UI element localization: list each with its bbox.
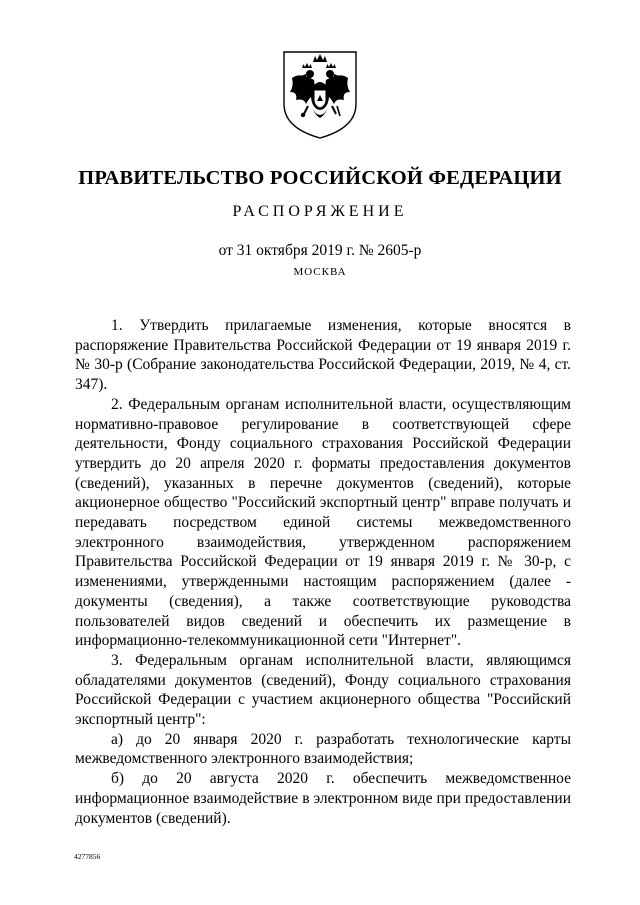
paragraph-2: 2. Федеральным органам исполнительной власти, осуществляющим нормативно-правовое регулирование в соответствующей сфере деятельности, Фонду социального страхования Российской Федерации утвердить до 20 апреля 2020 г. форматы предоставления документов (сведений), указанных в перечне документов (сведений), которые акционерное общество "Российский экспортный центр" вправе получать и передавать посредством единой системы межведомственного электронного взаимодействия, утвержденном распоряжением Правительства Российской Федерации от 19 января 2019 г. № 30-р, с изменениями, утвержденными настоящим распоряжением (далее - документы (сведения), а также соответствующие руководства пользователей видов сведений и обеспечить их размещение в информационно-телекоммуникационной сети "Интернет". (75, 395, 571, 650)
paragraph-1: 1. Утвердить прилагаемые изменения, которые вносятся в распоряжение Правительства Российской Федерации от 19 января 2019 г. № 30-р (Собрание законодательства Российской Федерации, 2019, № 4, ст. 347). (75, 317, 571, 394)
date-and-number: от 31 октября 2019 г. № 2605-р (218, 242, 422, 259)
paragraph-3a: а) до 20 января 2020 г. разработать технологические карты межведомственного электронного взаимодействия; (75, 730, 571, 768)
coat-of-arms-icon (272, 46, 368, 142)
city-label: МОСКВА (293, 266, 347, 278)
document-code: 4277856 (74, 852, 101, 861)
document-body (75, 316, 571, 828)
document-type: РАСПОРЯЖЕНИЕ (232, 203, 408, 220)
organization-title: ПРАВИТЕЛЬСТВО РОССИЙСКОЙ ФЕДЕРАЦИИ (78, 167, 562, 189)
paragraph-3b: б) до 20 августа 2020 г. обеспечить межведомственное информационное взаимодействие в электронном виде при предоставлении документов (сведений). (75, 770, 571, 827)
paragraph-3: 3. Федеральным органам исполнительной власти, являющимся обладателями документов (сведений), Фонду социального страхования Российской Федерации с участием акционерного общества "Российский экспортный центр": (75, 651, 571, 729)
